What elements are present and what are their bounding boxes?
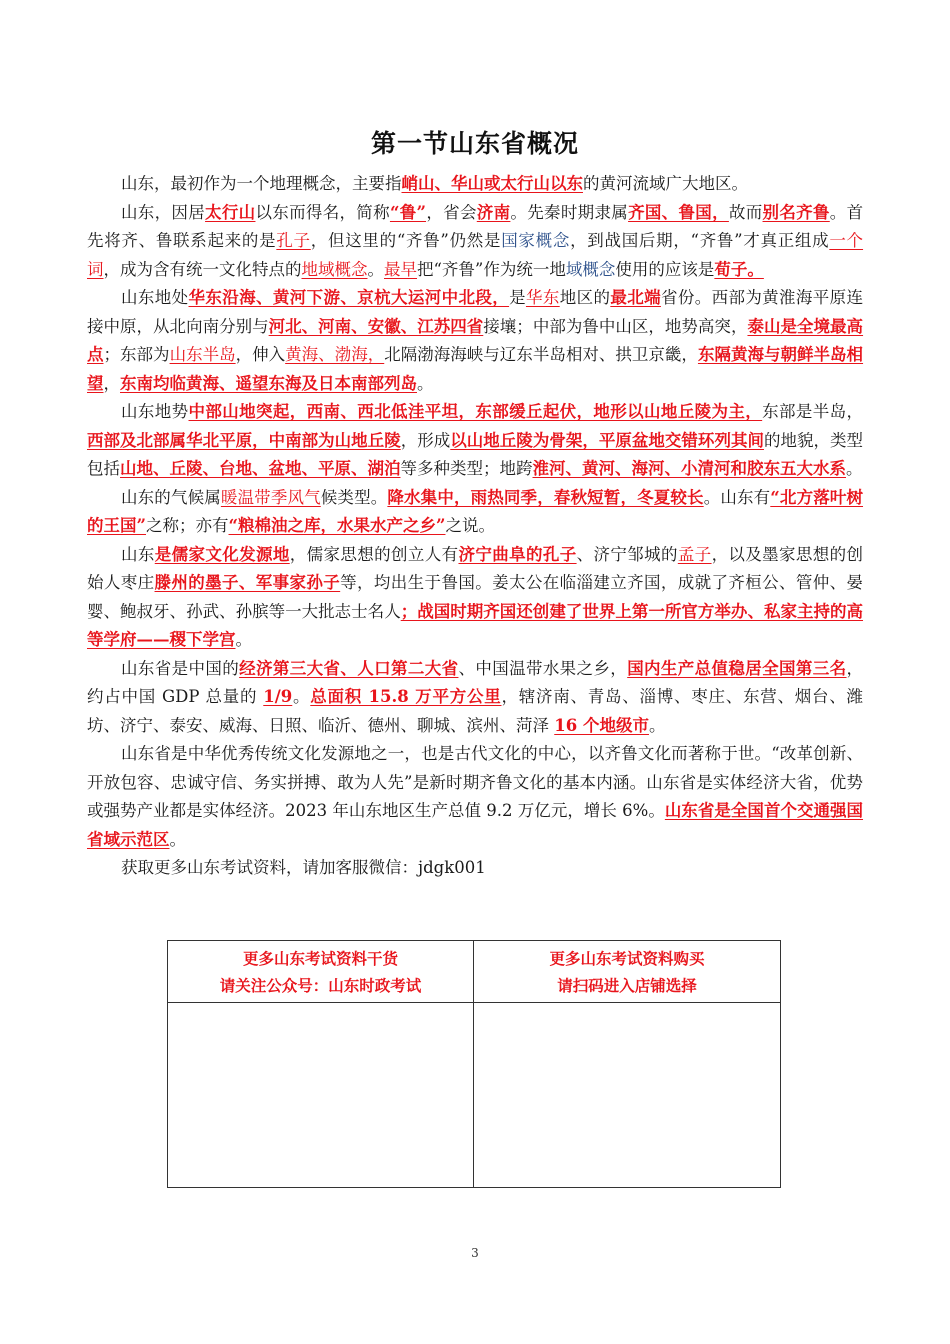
- text-run: 候类型。: [320, 487, 388, 507]
- text-run: 山东地处: [121, 288, 189, 307]
- highlighted-text: 地域概念: [301, 259, 368, 279]
- highlighted-text: 孟子: [677, 544, 712, 564]
- highlighted-text: 华东沿海、黄河下游、京杭大运河中北段，: [188, 288, 510, 307]
- text-run: 等，均出生于鲁国。姜太公在临淄建立齐国，成就了齐桓公、管仲、晏婴、鲍叔牙、孙武、孙膑等一大批志士名人: [87, 573, 864, 621]
- highlighted-text: 最早: [384, 259, 417, 279]
- table-left-line1: 更多山东考试资料干货: [242, 948, 398, 968]
- text-run: 之称；亦有: [146, 516, 229, 535]
- highlighted-text: 济南: [476, 202, 511, 222]
- highlighted-text: 山东省是全国首个交通强国省域示范区: [87, 801, 864, 849]
- text-run: 山东: [121, 544, 155, 564]
- text-run: ，以及墨家思想的创始人枣庄: [87, 544, 864, 592]
- highlighted-text: 别名齐鲁: [762, 202, 830, 222]
- highlighted-text: 淮河、黄河、海河、小清河和胶东五大水系: [532, 459, 846, 478]
- text-run: 使用的应该是: [615, 259, 715, 279]
- text-run: 山东，因居: [121, 202, 206, 222]
- highlighted-text: 中部山地突起，西南、西北低洼平坦，东部缓丘起伏，地形以山地丘陵为主，: [188, 402, 763, 421]
- text-run: ，但这里的“齐鲁”仍然是: [310, 231, 502, 250]
- text-run: 是: [509, 288, 526, 307]
- highlighted-text: 黄海、渤海，: [285, 345, 385, 364]
- text-run: 地区的: [559, 288, 611, 307]
- highlighted-text: 泰山是全境最高点: [87, 316, 864, 364]
- body-text: [87, 170, 863, 883]
- table-right-line2: 请扫码进入店铺选择: [557, 975, 697, 995]
- table-header-left: [168, 941, 474, 1003]
- highlighted-text: 河北、河南、安徽、江苏四省: [268, 316, 484, 336]
- table-right-line1: 更多山东考试资料购买: [549, 948, 705, 968]
- highlighted-text: 山地、丘陵、台地、盆地、平原、湖泊: [120, 459, 401, 478]
- page-number: 3: [471, 1246, 479, 1260]
- text-run: 等多种类型；地跨: [400, 459, 533, 478]
- highlighted-text: 经济第三大省、人口第二大省: [239, 658, 459, 678]
- text-run: 山东省是中华优秀传统文化发源地之一，也是古代文化的中心，以齐鲁文化而著称于世。“改革创新、开放包容、忠诚守信、务实拼搏、敢为人先”是新时期齐鲁文化的基本内涵。山东省是实体经济大省，优势或强势产业都是实体经济。2023 年山东地区生产总值 9.2 万亿元，增长 6%。: [87, 744, 863, 820]
- highlighted-text: 峭山、华山或太行山以东: [401, 174, 583, 193]
- text-run: 接壤；中部为鲁中山区，地势高突，: [483, 316, 748, 336]
- text-run: 。山东有: [703, 487, 771, 507]
- text-run: ，儒家思想的创立人有: [289, 544, 459, 564]
- paragraph: [87, 398, 863, 484]
- highlighted-text: 东隔黄海与朝鲜半岛相望: [87, 345, 864, 393]
- highlighted-text: 一个词: [87, 231, 864, 279]
- highlighted-text: ；战国时期齐国还创建了世界上第一所官方举办、私家主持的高等学府——稷下学宫: [87, 601, 864, 649]
- highlighted-text: “鲁”: [389, 202, 427, 222]
- highlighted-text: 太行山: [205, 202, 256, 222]
- text-run: ，到战国后期，“齐鲁”才真正组成: [570, 231, 830, 250]
- highlighted-text: 以山地丘陵为骨架，平原盆地交错环列其间: [450, 430, 764, 450]
- paragraph: [87, 199, 863, 285]
- text-run: 。: [648, 715, 666, 735]
- highlighted-text: 暖温带季风气: [220, 487, 321, 507]
- highlighted-text: 总面积 15.8 万平方公里: [310, 687, 502, 706]
- highlighted-text: 东南均临黄海、遥望东海及日本南部列岛: [120, 373, 417, 393]
- qr-code-area-left: [168, 1003, 474, 1187]
- text-run: 。: [367, 259, 384, 279]
- paragraph: [87, 484, 863, 541]
- paragraph: [87, 170, 863, 199]
- text-run: 。先秦时期隶属: [510, 202, 629, 222]
- qr-code-area-right: [474, 1003, 780, 1187]
- paragraph: [87, 541, 863, 655]
- text-run: 山东地势: [121, 402, 189, 421]
- text-run: 、济宁邹城的: [576, 544, 678, 564]
- text-run: 的黄河流域广大地区。: [583, 174, 748, 193]
- highlighted-text: 滕州的墨子、军事家孙子: [154, 573, 341, 592]
- text-run: 的地貌，类型包括: [87, 430, 864, 478]
- text-run: ，: [103, 373, 120, 393]
- highlighted-text: 1/9: [263, 687, 293, 706]
- text-run: 之说。: [445, 516, 495, 535]
- text-run: 。: [292, 687, 311, 706]
- text-run: 。: [235, 630, 252, 649]
- highlighted-text: 国家概念: [501, 231, 571, 250]
- text-run: 省份。西部为黄淮海平原连接中原，从北向南分别与: [87, 288, 864, 336]
- text-run: 把“齐鲁”作为统一地: [417, 259, 566, 279]
- paragraph: [87, 740, 863, 854]
- highlighted-text: 是儒家文化发源地: [154, 544, 290, 564]
- text-run: ，辖济南、青岛、淄博、枣庄、东营、烟台、潍坊、济宁、泰安、威海、日照、临沂、德州、聊城、滨州、菏泽: [87, 687, 864, 735]
- text-run: 山东省是中国的: [121, 658, 240, 678]
- text-run: 。: [417, 373, 434, 393]
- highlighted-text: 齐国、鲁国，: [628, 202, 729, 222]
- highlighted-text: 域概念: [565, 259, 616, 279]
- highlighted-text: 国内生产总值稳居全国第三名: [627, 658, 847, 678]
- text-run: 、中国温带水果之乡，: [458, 658, 628, 678]
- info-table: [167, 940, 781, 1188]
- text-run: 东部是半岛，: [762, 402, 864, 421]
- table-header-right: [474, 941, 780, 1003]
- text-run: 山东的气候属: [121, 487, 221, 507]
- highlighted-text: “粮棉油之库，水果水产之乡”: [228, 516, 446, 535]
- text-run: 故而: [728, 202, 763, 222]
- text-run: 获取更多山东考试资料，请加客服微信：jdgk001: [121, 858, 486, 877]
- text-run: 。: [846, 459, 863, 478]
- text-run: 以东而得名，简称: [255, 202, 390, 222]
- paragraph: [87, 655, 863, 741]
- page-title: 第一节山东省概况: [370, 129, 579, 158]
- text-run: 山东，最初作为一个地理概念，主要指: [121, 174, 402, 193]
- text-run: ，成为含有统一文化特点的: [103, 259, 302, 279]
- text-run: ，伸入: [235, 345, 286, 364]
- highlighted-text: 山东半岛: [169, 345, 236, 364]
- highlighted-text: 荀子。: [714, 259, 764, 279]
- table-left-line2: 请关注公众号：山东时政考试: [219, 975, 422, 995]
- text-run: ，省会: [426, 202, 477, 222]
- highlighted-text: 孔子: [276, 231, 311, 250]
- text-run: 北隔渤海海峡与辽东半岛相对、拱卫京畿，: [384, 345, 698, 364]
- highlighted-text: 16 个地级市: [554, 715, 649, 735]
- text-run: ，约占中国 GDP 总量的: [87, 658, 864, 706]
- highlighted-text: 西部及北部属华北平原，中南部为山地丘陵: [87, 430, 401, 450]
- highlighted-text: 最北端: [610, 288, 661, 307]
- paragraph: [87, 854, 863, 883]
- text-run: ，形成: [400, 430, 451, 450]
- paragraph: [87, 284, 863, 398]
- highlighted-text: 华东: [525, 288, 560, 307]
- highlighted-text: “北方落叶树的王国”: [87, 487, 864, 535]
- highlighted-text: 济宁曲阜的孔子: [458, 544, 577, 564]
- text-run: ；东部为: [103, 345, 170, 364]
- text-run: 。首先将齐、鲁联系起来的是: [87, 202, 864, 250]
- text-run: 。: [169, 829, 186, 849]
- highlighted-text: 降水集中，雨热同季，春秋短暂，冬夏较长: [387, 487, 704, 507]
